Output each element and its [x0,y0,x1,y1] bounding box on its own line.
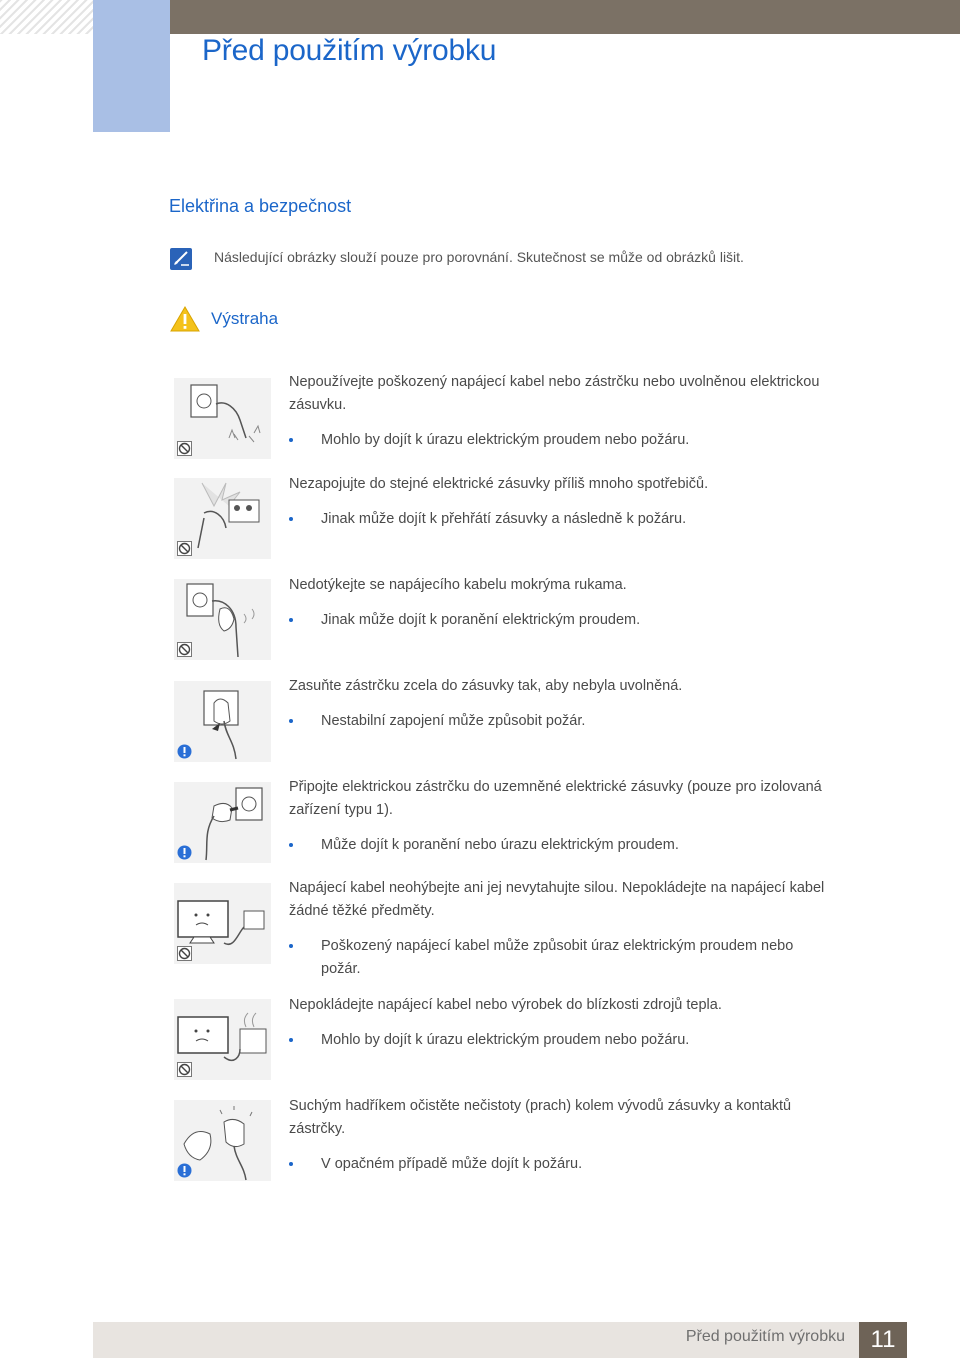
bullet-text: Mohlo by dojít k úrazu elektrickým proudem nebo požáru. [321,432,690,448]
item-bullet [289,1029,829,1052]
bullet-text: Jinak může dojít k poranění elektrickým proudem. [321,612,641,628]
item-bullet [289,1153,829,1176]
bullet-text: Jinak může dojít k přehřátí zásuvky a následně k požáru. [321,511,687,527]
bullet-text: Může dojít k poranění nebo úrazu elektrickým proudem. [321,837,679,853]
item-text: Nepoužívejte poškozený napájecí kabel nebo zástrčku nebo uvolněnou elektrickou zásuvku. [289,374,820,413]
mandatory-icon [177,845,192,860]
bullet-text: Nestabilní zapojení může způsobit požár. [321,713,586,729]
item-text: Zasuňte zástrčku zcela do zásuvky tak, aby nebyla uvolněná. [289,678,683,694]
item-bullet [289,609,829,632]
illustration-grounded-socket [174,782,271,863]
warning-triangle-icon [170,306,200,332]
header-bar [170,0,960,34]
item-bullet [289,710,829,733]
mandatory-icon [177,744,192,759]
item-bullet [289,935,829,981]
prohibited-icon [177,441,192,456]
item-text: Připojte elektrickou zástrčku do uzemněné elektrické zásuvky (pouze pro izolovaná zařízení typu 1). [289,779,822,818]
illustration-clean-plug [174,1100,271,1181]
bullet-text: Mohlo by dojít k úrazu elektrickým proudem nebo požáru. [321,1032,690,1048]
item-bullet [289,834,829,857]
prohibited-icon [177,946,192,961]
note-pencil-icon [169,246,195,272]
page-title: Před použitím výrobku [202,34,497,67]
item-bullet [289,429,829,452]
illustration-heat-source [174,999,271,1080]
chapter-tab [93,0,170,132]
section-title: Elektřina a bezpečnost [169,196,352,216]
item-text: Nedotýkejte se napájecího kabelu mokrýma rukama. [289,577,627,593]
illustration-wet-hands [174,579,271,660]
header-hatch-decoration [0,0,93,34]
mandatory-icon [177,1163,192,1178]
prohibited-icon [177,1062,192,1077]
item-bullet [289,508,829,531]
illustration-damaged-plug [174,378,271,459]
item-text: Nepokládejte napájecí kabel nebo výrobek do blízkosti zdrojů tepla. [289,997,722,1013]
bullet-text: V opačném případě může dojít k požáru. [321,1156,583,1172]
bullet-text: Poškozený napájecí kabel může způsobit úraz elektrickým proudem nebo požár. [321,938,794,977]
prohibited-icon [177,642,192,657]
page-number: 11 [859,1322,907,1358]
prohibited-icon [177,541,192,556]
item-text: Napájecí kabel neohýbejte ani jej nevytahujte silou. Nepokládejte na napájecí kabel žádné těžké předměty. [289,880,825,919]
warning-label: Výstraha [211,309,279,328]
illustration-overloaded-socket [174,478,271,559]
footer-section-name: Před použitím výrobku [685,1328,845,1345]
illustration-bent-cable [174,883,271,964]
item-text: Nezapojujte do stejné elektrické zásuvky příliš mnoho spotřebičů. [289,476,709,492]
note-text: Následující obrázky slouží pouze pro porovnání. Skutečnost se může od obrázků lišit. [214,249,744,265]
illustration-plug-fully-inserted [174,681,271,762]
item-text: Suchým hadříkem očistěte nečistoty (prach) kolem vývodů zásuvky a kontaktů zástrčky. [289,1098,792,1137]
